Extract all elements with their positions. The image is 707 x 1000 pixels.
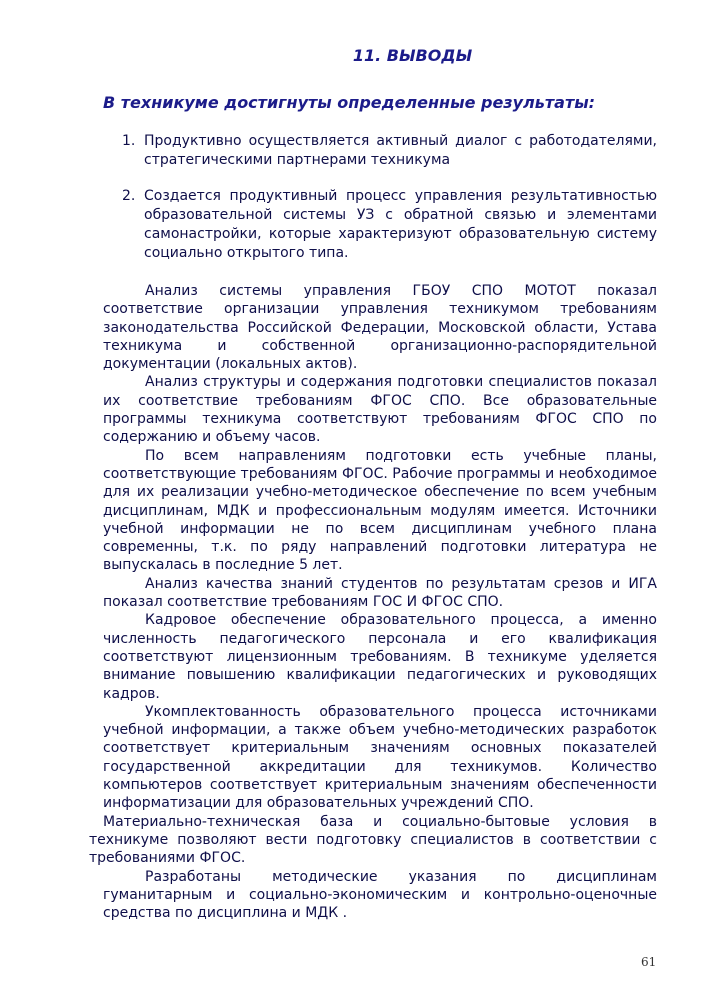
section-title: 11. ВЫВОДЫ bbox=[352, 46, 473, 65]
subtitle: В техникуме достигнуты определенные результаты: bbox=[103, 93, 596, 112]
list-item-text: Продуктивно осуществляется активный диалог с работодателями, стратегическими партнерами техникума bbox=[144, 133, 657, 168]
results-list bbox=[122, 132, 657, 280]
paragraph: Анализ структуры и содержания подготовки специалистов показал их соответствие требованиям ФГОС СПО. Все образовательные программы техникума соответствуют требованиям ФГОС СПО по содержанию и объему часов. bbox=[103, 374, 657, 446]
list-item-number: 2. bbox=[122, 188, 136, 204]
paragraph: Материально-техническая база и социально-бытовые условия в техникуме позволяют вести подготовку специалистов в соответствии с требованиями ФГОС. bbox=[89, 813, 657, 867]
page-number: 61 bbox=[641, 955, 657, 969]
paragraph: Анализ системы управления ГБОУ СПО МОТОТ показал соответствие организации управления техникумом требованиям законодательства Российской Федерации, Московской области, Устава техникума и собственной организационно-распорядительной документации (локальных актов). bbox=[103, 283, 657, 373]
paragraph: Укомплектованность образовательного процесса источниками учебной информации, а также объем учебно-методических разработок соответствует критериальным значениям основных показателей государственной аккредитации для техникумов. Количество компьютеров соответствует критериальным значениям обеспеченности информатизации для образовательных учреждений СПО. bbox=[103, 703, 657, 812]
body-text bbox=[89, 282, 657, 922]
paragraph: Разработаны методические указания по дисциплинам гуманитарным и социально-экономическим и контрольно-оценочные средства по дисциплина и МДК . bbox=[103, 868, 657, 922]
list-item-text: Создается продуктивный процесс управления результативностью образовательной системы УЗ с обратной связью и элементами самонастройки, которые характеризуют образовательную систему социально открытого типа. bbox=[144, 188, 657, 261]
list-item bbox=[122, 187, 657, 263]
paragraph: Анализ качества знаний студентов по результатам срезов и ИГА показал соответствие требованиям ГОС И ФГОС СПО. bbox=[103, 575, 657, 611]
paragraph: По всем направлениям подготовки есть учебные планы, соответствующие требованиям ФГОС. Рабочие программы и необходимое для их реализации учебно-методическое обеспечение по всем учебным дисциплинам, МДК и профессиональным модулям имеется. Источники учебной информации не по всем дисциплинам учебного плана современны, т.к. по ряду направлений подготовки литература не выпускалась в последние 5 лет. bbox=[103, 447, 657, 574]
list-item bbox=[122, 132, 657, 170]
paragraph: Кадровое обеспечение образовательного процесса, а именно численность педагогического персонала и его квалификация соответствуют лицензионным требованиям. В техникуме уделяется внимание повышению квалификации педагогических и руководящих кадров. bbox=[103, 612, 657, 702]
list-item-number: 1. bbox=[122, 133, 136, 149]
